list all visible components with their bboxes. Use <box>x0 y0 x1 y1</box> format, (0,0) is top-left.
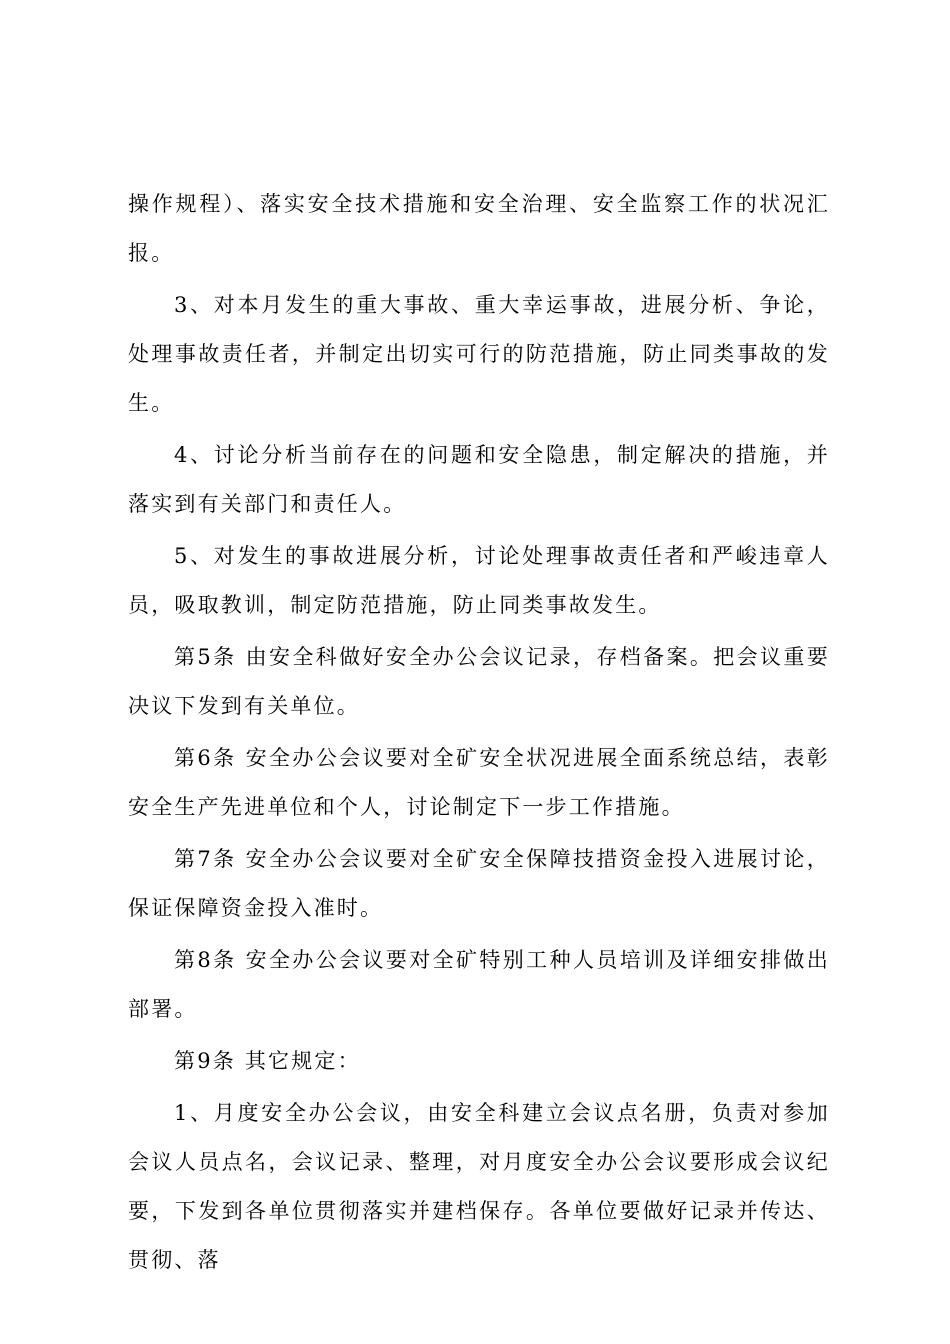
paragraph-article-6: 第6条 安全办公会议要对全矿安全状况进展全面系统总结，表彰安全生产先进单位和个人，讨论制定下一步工作措施。 <box>128 746 830 819</box>
document-body <box>128 180 830 1288</box>
paragraph-article-7: 第7条 安全办公会议要对全矿安全保障技措资金投入进展讨论，保证保障资金投入准时。 <box>128 847 830 920</box>
paragraph-article-5: 第5条 由安全科做好安全办公会议记录，存档备案。把会议重要决议下发到有关单位。 <box>128 645 830 718</box>
paragraph-item-3: 3、对本月发生的重大事故、重大幸运事故，进展分析、争论，处理事故责任者，并制定出切实可行的防范措施，防止同类事故的发生。 <box>128 293 830 415</box>
paragraph-article-8: 第8条 安全办公会议要对全矿特别工种人员培训及详细安排做出部署。 <box>128 948 830 1021</box>
paragraph-item-5: 5、对发生的事故进展分析，讨论处理事故责任者和严峻违章人员，吸取教训，制定防范措施，防止同类事故发生。 <box>128 544 830 617</box>
paragraph-rule-1: 1、月度安全办公会议，由安全科建立会议点名册，负责对参加会议人员点名，会议记录、整理，对月度安全办公会议要形成会议纪要，下发到各单位贯彻落实并建档保存。各单位要做好记录并传达、贯彻、落 <box>128 1101 830 1272</box>
paragraph-continuation: 操作规程）、落实安全技术措施和安全治理、安全监察工作的状况汇报。 <box>128 192 830 265</box>
paragraph-article-9: 第9条 其它规定： <box>174 1049 361 1073</box>
paragraph-item-4: 4、讨论分析当前存在的问题和安全隐患，制定解决的措施，并落实到有关部门和责任人。 <box>128 443 830 516</box>
